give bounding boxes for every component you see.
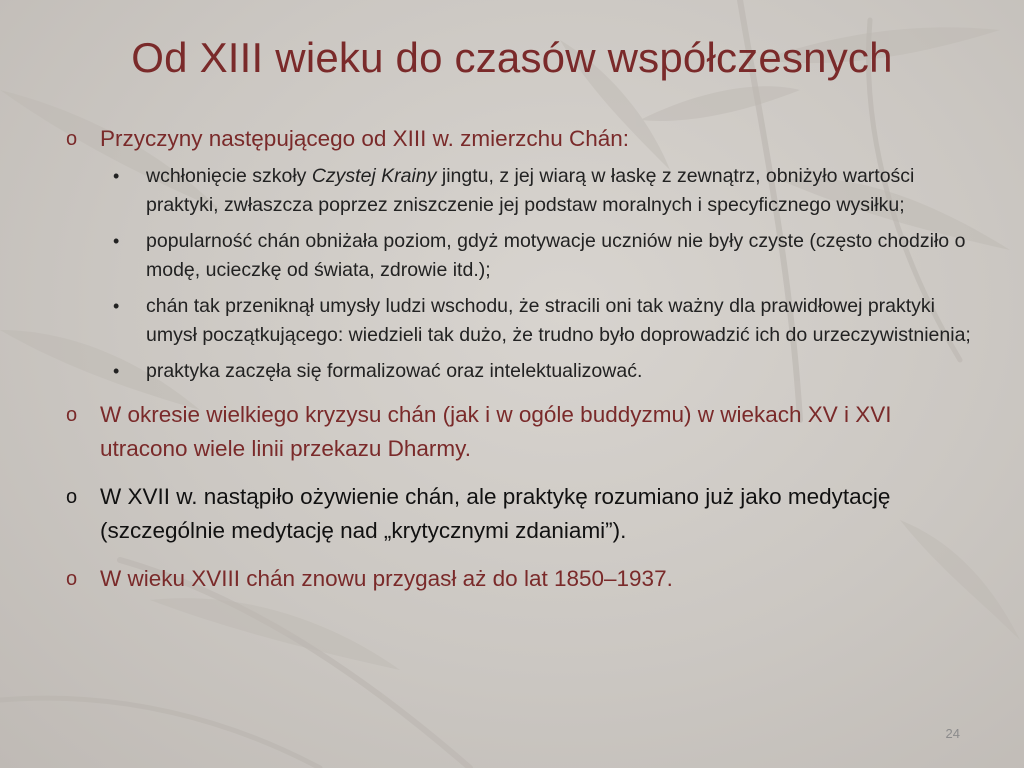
sub-bullet-text-pre: wchłonięcie szkoły xyxy=(146,165,312,187)
list-item xyxy=(66,480,976,548)
sub-bullet-text-post: jingtu, z jej wiarą w łaskę z zewnątrz, obniżyło wartości praktyki, zwłaszcza poprzez zniszczenie jej podstaw moralnych i specyficznego wysiłku; xyxy=(146,165,915,216)
sub-list-item xyxy=(66,292,976,350)
dot-bullet-icon: • xyxy=(113,296,120,316)
list-item xyxy=(66,562,976,596)
dot-bullet-icon: • xyxy=(113,166,120,186)
circle-bullet-icon: o xyxy=(66,128,78,150)
bullet-list xyxy=(66,122,976,596)
dot-bullet-icon: • xyxy=(113,361,120,381)
slide-title: Od XIII wieku do czasów współczesnych xyxy=(131,34,893,81)
circle-bullet-icon: o xyxy=(66,486,78,508)
bullet-text: W XVII w. nastąpiło ożywienie chán, ale praktykę rozumiano już jako medytację (szczególnie medytację nad „krytycznymi zdaniami”). xyxy=(100,484,891,543)
circle-bullet-icon: o xyxy=(66,568,78,590)
sub-list-item xyxy=(66,357,976,386)
list-item xyxy=(66,122,976,156)
sub-bullet-text: chán tak przeniknął umysły ludzi wschodu, że stracili oni tak ważny dla prawidłowej praktyki umysł początkującego: wiedzieli tak dużo, że trudno było doprowadzić ich do urzeczywistnienia; xyxy=(146,295,971,346)
sub-list-item xyxy=(66,162,976,220)
circle-bullet-icon: o xyxy=(66,404,78,426)
sub-bullet-text: praktyka zaczęła się formalizować oraz intelektualizować. xyxy=(146,360,643,382)
sub-bullet-text-emphasis: Czystej Krainy xyxy=(311,165,437,187)
bullet-text: W okresie wielkiego kryzysu chán (jak i w ogóle buddyzmu) w wiekach XV i XVI utracono wiele linii przekazu Dharmy. xyxy=(100,402,892,461)
sub-bullet-text: popularność chán obniżała poziom, gdyż motywacje uczniów nie były czyste (często chodziło o modę, ucieczkę od świata, zdrowie itd.); xyxy=(146,230,966,281)
sub-list-item xyxy=(66,227,976,285)
slide-number: 24 xyxy=(945,726,960,741)
dot-bullet-icon: • xyxy=(113,231,120,251)
bullet-text: Przyczyny następującego od XIII w. zmierzchu Chán: xyxy=(100,126,630,151)
list-item xyxy=(66,398,976,466)
bullet-text: W wieku XVIII chán znowu przygasł aż do lat 1850–1937. xyxy=(100,566,673,591)
